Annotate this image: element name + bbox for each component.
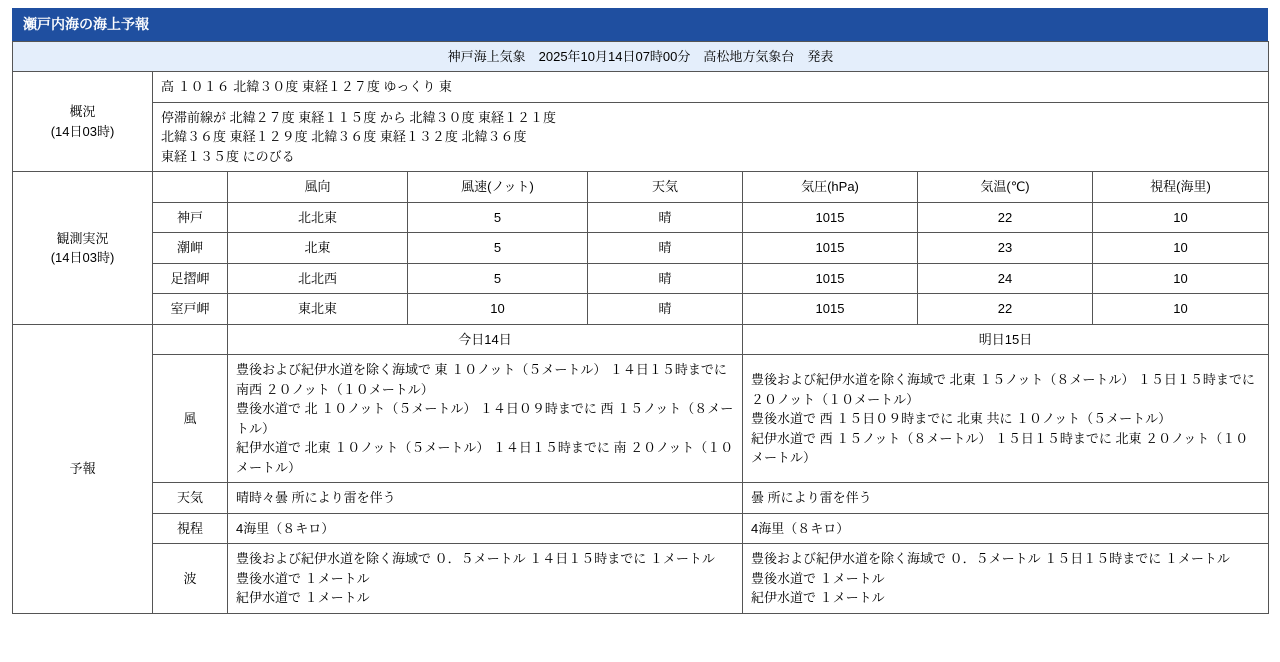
observation-wind-speed: 5 [408,233,588,264]
forecast-row-waves [13,544,1269,614]
forecast-row-label: 視程 [153,513,228,544]
forecast-row-wind [13,355,1269,483]
observation-wind-dir: 北北西 [228,263,408,294]
observation-wind-dir: 北北東 [228,202,408,233]
observation-visibility: 10 [1093,202,1269,233]
overview-label-line2: (14日03時) [50,123,115,139]
issue-header-row [13,41,1269,72]
issue-header: 神戸海上気象 2025年10月14日07時00分 高松地方気象台 発表 [13,41,1269,72]
observation-wind-dir: 東北東 [228,294,408,325]
forecast-weather-tomorrow: 曇 所により雷を伴う [743,483,1269,514]
forecast-visibility-today: 4海里（８キロ） [228,513,743,544]
observation-temp: 23 [918,233,1093,264]
forecast-row-weather [13,483,1269,514]
table-row [13,233,1269,264]
observation-station: 室戸岬 [153,294,228,325]
overview-line-1: 高 １０１６ 北緯３０度 東経１２７度 ゆっくり 東 [153,72,1269,103]
observation-pressure: 1015 [743,233,918,264]
forecast-text-line: 豊後水道で １メートル [751,570,885,586]
forecast-visibility-tomorrow: 4海里（８キロ） [743,513,1269,544]
observation-col-wind-dir: 風向 [228,172,408,203]
observation-wind-speed: 5 [408,263,588,294]
forecast-day-header-today: 今日14日 [228,324,743,355]
forecast-text-line: 豊後水道で 西 １５日０９時までに 北東 共に １０ノット（５メートル） [751,411,1172,427]
observation-label-line1: 観測実況 [56,230,109,246]
observation-pressure: 1015 [743,294,918,325]
forecast-text-line: 紀伊水道で 北東 １０ノット（５メートル） １４日１５時までに 南 ２０ノット（１０メートル） [236,440,734,475]
forecast-wind-today [228,355,743,483]
forecast-text-line: 紀伊水道で 西 １５ノット（８メートル） １５日１５時までに 北東 ２０ノット（１０メートル） [751,430,1249,466]
observation-col-pressure: 気圧(hPa) [743,172,918,203]
forecast-text-line: 豊後および紀伊水道を除く海域で 北東 １５ノット（８メートル） １５日１５時までに ２０ノット（１０メートル） [751,372,1255,407]
forecast-row-label: 天気 [153,483,228,514]
observation-col-visibility: 視程(海里) [1093,172,1269,203]
overview-detail-line: 北緯３６度 東経１２９度 北緯３６度 東経１３２度 北緯３６度 [161,129,527,145]
observation-station: 足摺岬 [153,263,228,294]
forecast-text-line: 豊後および紀伊水道を除く海域で 東 １０ノット（５メートル） １４日１５時までに 南西 ２０ノット（１０メートル） [236,362,727,397]
forecast-weather-today: 晴時々曇 所により雷を伴う [228,483,743,514]
table-row [13,202,1269,233]
forecast-text-line: 紀伊水道で １メートル [236,590,370,606]
observation-wind-speed: 10 [408,294,588,325]
observation-temp: 22 [918,294,1093,325]
observation-col-wind-speed: 風速(ノット) [408,172,588,203]
forecast-header-row [13,324,1269,355]
forecast-label: 予報 [13,324,153,613]
observation-wind-dir: 北東 [228,233,408,264]
observation-weather: 晴 [588,263,743,294]
observation-temp: 24 [918,263,1093,294]
forecast-wind-tomorrow [743,355,1269,483]
forecast-row-label: 風 [153,355,228,483]
observation-pressure: 1015 [743,263,918,294]
overview-detail-line: 停滞前線が 北緯２７度 東経１１５度 から 北緯３０度 東経１２１度 [161,109,557,125]
forecast-text-line: 豊後水道で １メートル [236,570,370,586]
forecast-row-visibility [13,513,1269,544]
observation-station: 潮岬 [153,233,228,264]
observation-weather: 晴 [588,294,743,325]
forecast-row-label: 波 [153,544,228,614]
observation-col-weather: 天気 [588,172,743,203]
observation-visibility: 10 [1093,294,1269,325]
page-title: 瀬戸内海の海上予報 [12,8,1268,41]
overview-row-2 [13,102,1269,172]
overview-label [13,72,153,172]
observation-wind-speed: 5 [408,202,588,233]
observation-col-temp: 気温(℃) [918,172,1093,203]
observation-visibility: 10 [1093,263,1269,294]
observation-label [13,172,153,325]
observation-header-row [13,172,1269,203]
table-row [13,263,1269,294]
observation-label-line2: (14日03時) [50,250,115,266]
overview-detail [153,102,1269,172]
overview-label-line1: 概況 [69,104,96,120]
marine-forecast-table [12,41,1269,614]
forecast-text-line: 豊後および紀伊水道を除く海域で ０．５メートル １５日１５時までに １メートル [751,551,1230,567]
observation-weather: 晴 [588,202,743,233]
table-row [13,294,1269,325]
observation-pressure: 1015 [743,202,918,233]
overview-row-1 [13,72,1269,103]
observation-visibility: 10 [1093,233,1269,264]
observation-weather: 晴 [588,233,743,264]
forecast-row-label-blank [153,324,228,355]
observation-station: 神戸 [153,202,228,233]
observation-temp: 22 [918,202,1093,233]
forecast-text-line: 豊後および紀伊水道を除く海域で ０．５メートル １４日１５時までに １メートル [236,551,715,567]
forecast-day-header-tomorrow: 明日15日 [743,324,1269,355]
forecast-text-line: 豊後水道で 北 １０ノット（５メートル） １４日０９時までに 西 １５ノット（８メートル） [236,401,734,436]
forecast-text-line: 紀伊水道で １メートル [751,590,885,606]
overview-detail-line: 東経１３５度 にのびる [161,148,295,164]
forecast-waves-tomorrow [743,544,1269,614]
forecast-waves-today [228,544,743,614]
observation-col-station [153,172,228,203]
